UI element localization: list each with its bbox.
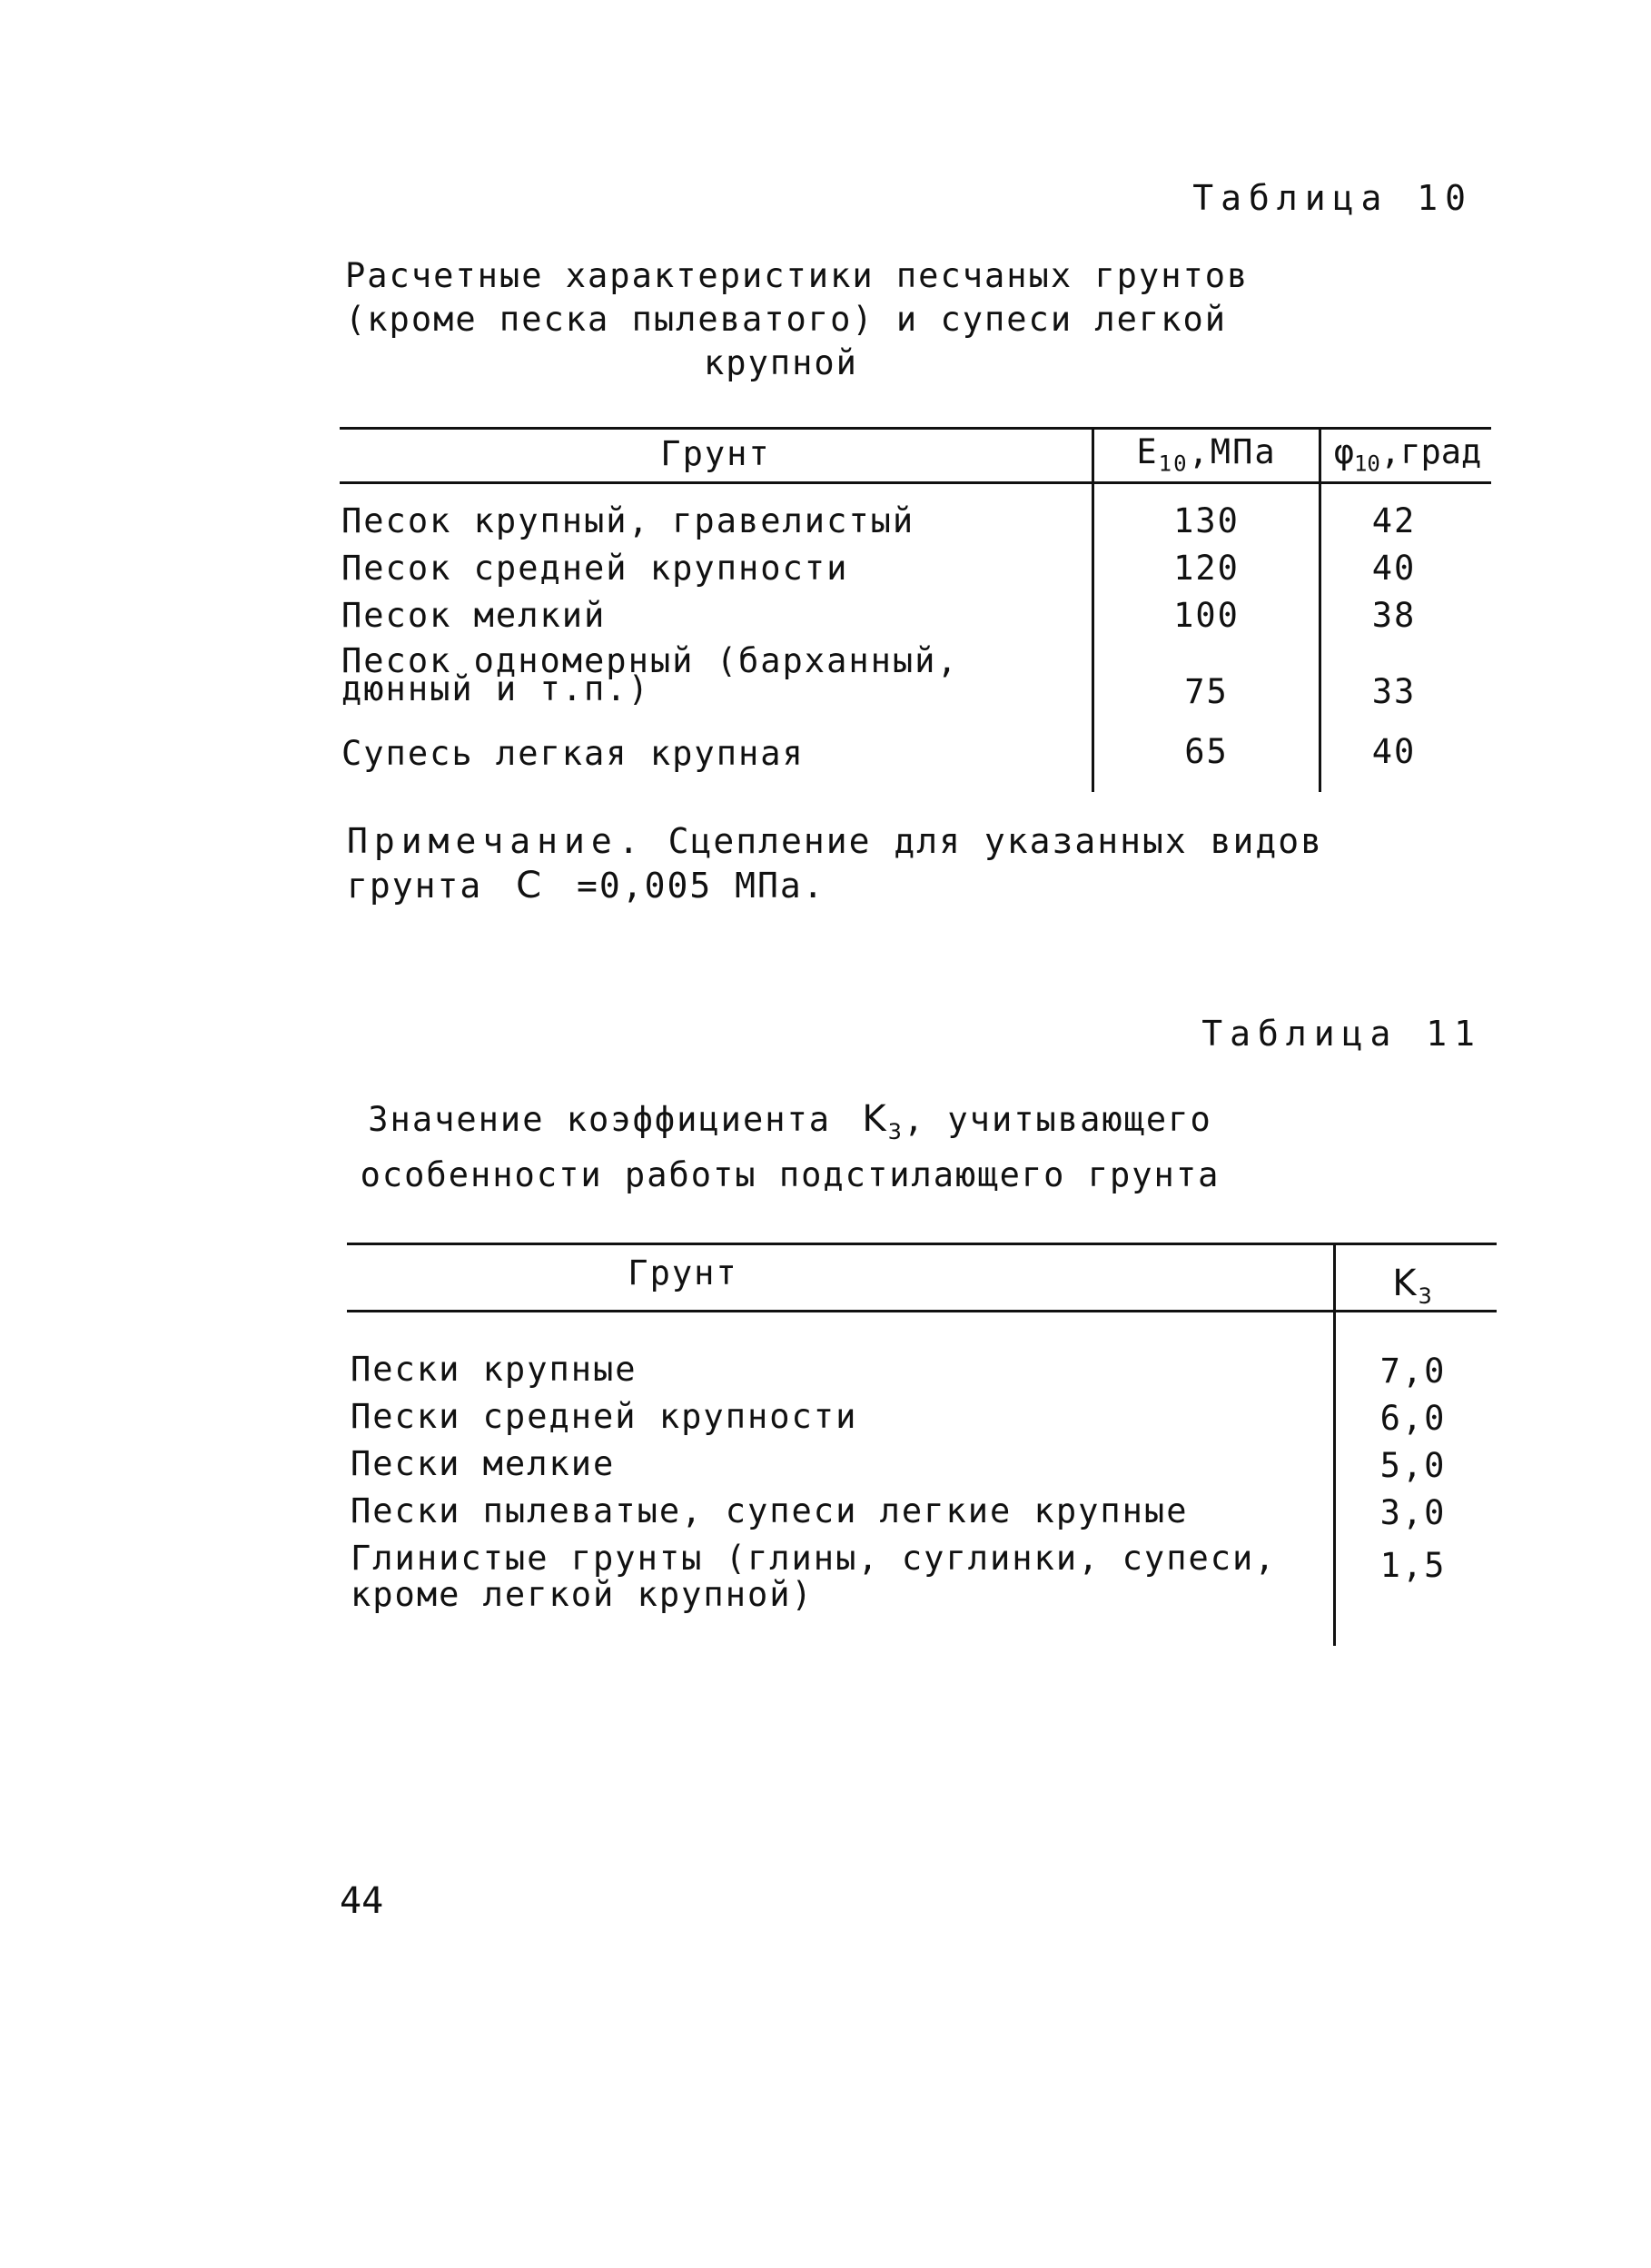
table-11-row-k: 6,0 <box>1379 1399 1447 1438</box>
table-11-row-k: 5,0 <box>1379 1446 1447 1485</box>
table-10-row-phi: 38 <box>1371 596 1417 635</box>
caption-line: крупной <box>704 343 858 382</box>
table-11-row-k: 3,0 <box>1379 1493 1447 1532</box>
note-text: грунта <box>347 866 483 906</box>
table-11-row-soil: Пески крупные <box>351 1350 638 1389</box>
table-10-row-phi: 40 <box>1371 549 1417 588</box>
table-10-row-soil: Песок крупный, гравелистый <box>341 501 915 540</box>
caption-line: Расчетные характеристики песчаных грунтов <box>345 256 1250 295</box>
table-11-header-rule <box>347 1310 1497 1312</box>
table-10-note <box>347 821 1323 861</box>
table-10-row-phi: 33 <box>1371 672 1417 711</box>
table-11-row-soil: кроме легкой крупной) <box>351 1575 814 1614</box>
phi-symbol: φ <box>1333 432 1354 471</box>
table-10-row-phi: 42 <box>1371 501 1417 540</box>
column-header-k3 <box>1336 1263 1490 1309</box>
k-letter: K <box>862 1098 888 1140</box>
note-value: =0,005 МПа. <box>577 866 826 906</box>
table-11-row-soil: Пески пылеватые, супеси легкие крупные <box>351 1491 1189 1530</box>
note-label: Примечание. <box>347 821 646 861</box>
table-11-row-soil: Пески средней крупности <box>351 1397 858 1436</box>
e-unit: ,МПа <box>1188 432 1277 471</box>
table-11-label: Таблица 11 <box>1201 1014 1482 1054</box>
caption-line: (кроме песка пылеватого) и супеси легкой <box>345 300 1228 339</box>
phi-unit: ,град <box>1379 432 1482 471</box>
table-11-row-k: 1,5 <box>1379 1546 1447 1585</box>
table-10-label: Таблица 10 <box>1192 178 1473 218</box>
caption-text: , учитывающего <box>903 1100 1212 1139</box>
table-10-caption <box>345 254 1250 385</box>
caption-line <box>345 1097 1235 1154</box>
table-10-row-e: 75 <box>1184 672 1229 711</box>
caption-line: особенности работы подстилающего грунта <box>360 1155 1221 1194</box>
note-text: Сцепление для указанных видов <box>667 821 1324 861</box>
column-header-soil: Грунт <box>660 434 771 473</box>
table-10-row-soil: Песок одномерный (барханный, <box>341 641 959 680</box>
table-10-row-e: 130 <box>1173 501 1240 540</box>
table-10-row-e: 100 <box>1173 596 1240 635</box>
coefficient-symbol <box>862 1098 904 1144</box>
column-header-soil: Грунт <box>628 1253 738 1292</box>
page-number: 44 <box>340 1880 384 1922</box>
caption-text: Значение коэффициента <box>368 1100 832 1139</box>
phi-subscript: 10 <box>1353 451 1380 477</box>
e-subscript: 10 <box>1158 451 1189 477</box>
table-11-top-rule <box>347 1243 1497 1245</box>
table-10-row-e: 120 <box>1173 549 1240 588</box>
table-10-note-line2 <box>347 865 826 906</box>
table-10-row-phi: 40 <box>1371 732 1417 771</box>
e-symbol: E <box>1136 432 1159 471</box>
cohesion-symbol: C <box>516 865 544 906</box>
table-10-row-soil: дюнный и т.п.) <box>341 669 650 708</box>
table-11-row-soil: Глинистые грунты (глины, суглинки, супеси, <box>351 1539 1277 1578</box>
table-11-row-soil: Пески мелкие <box>351 1444 616 1483</box>
table-10-row-soil: Песок средней крупности <box>341 549 849 588</box>
table-10-row-soil: Супесь легкая крупная <box>341 734 805 773</box>
table-10-row-e: 65 <box>1184 732 1229 771</box>
column-header-phi10 <box>1321 432 1494 476</box>
table-11-row-k: 7,0 <box>1379 1352 1447 1391</box>
column-header-e10 <box>1094 432 1319 476</box>
k-letter: K <box>1392 1263 1419 1304</box>
k-subscript: 3 <box>887 1119 904 1144</box>
table-10-row-soil: Песок мелкий <box>341 596 607 635</box>
k-subscript: 3 <box>1418 1283 1434 1309</box>
table-11-caption <box>345 1097 1235 1197</box>
